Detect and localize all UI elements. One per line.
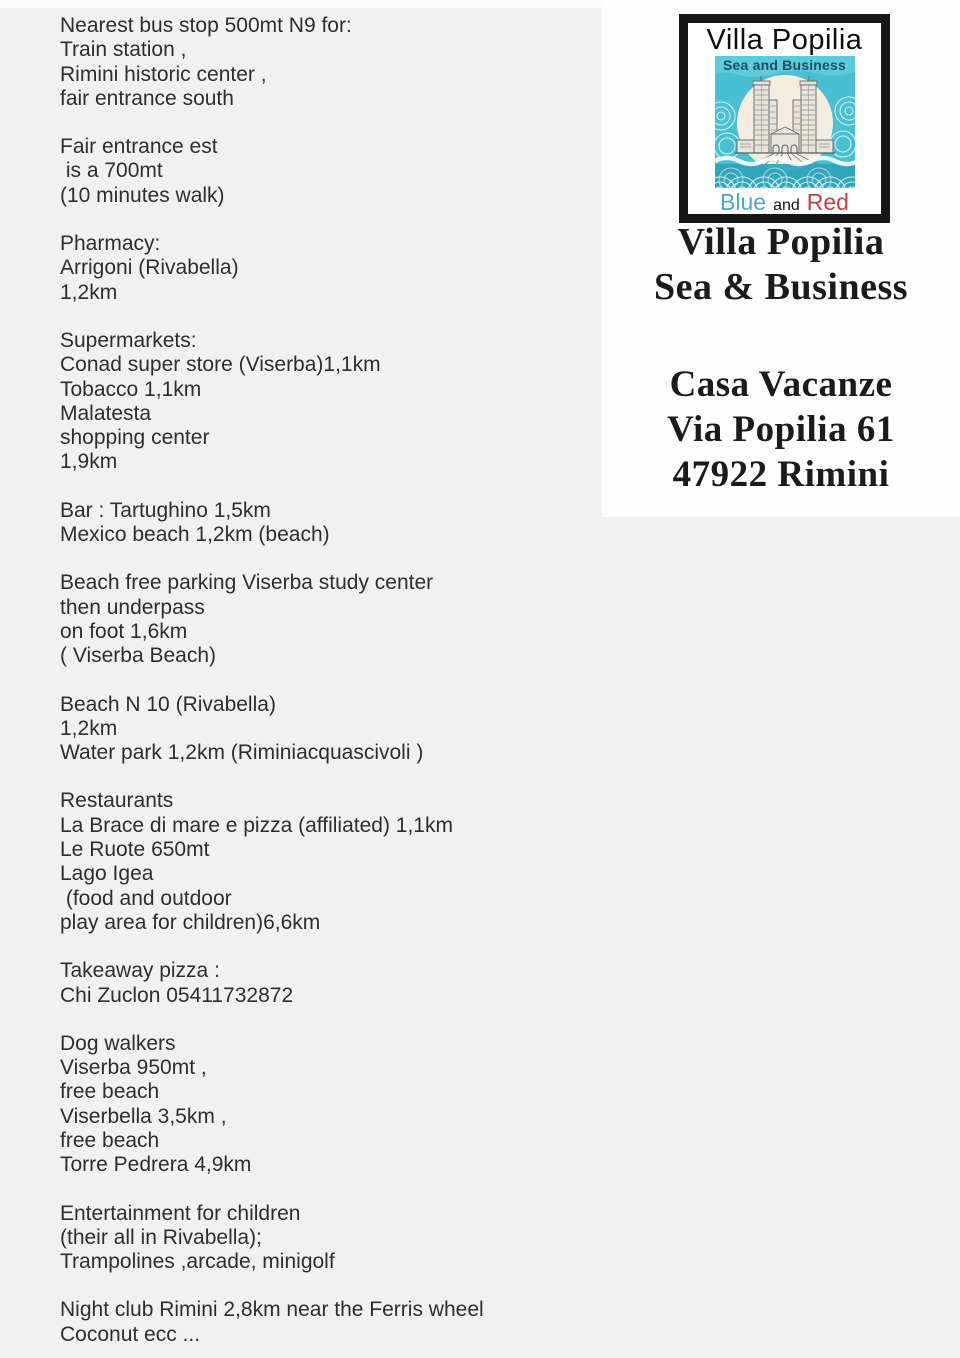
info-block: [60, 571, 484, 668]
info-block: [60, 789, 484, 935]
text-line: free beach: [60, 1080, 160, 1104]
text-line: Supermarkets:: [60, 328, 197, 352]
text-line: 1,2km: [60, 280, 118, 304]
text-line: Bar : Tartughino 1,5km: [60, 498, 271, 522]
text-line: Trampolines ,arcade, minigolf: [60, 1250, 335, 1274]
text-line: Arrigoni (Rivabella): [60, 256, 239, 280]
info-block: [60, 329, 484, 475]
text-line: on foot 1,6km: [60, 619, 188, 643]
text-line: Le Ruote 650mt: [60, 838, 210, 862]
text-line: Beach free parking Viserba study center: [60, 571, 434, 595]
text-line: Beach N 10 (Rivabella): [60, 692, 276, 716]
text-line: (10 minutes walk): [60, 183, 225, 207]
text-line: shopping center: [60, 426, 210, 450]
text-line: ( Viserba Beach): [60, 644, 217, 668]
info-block: [60, 1298, 484, 1347]
info-block: [60, 14, 484, 111]
text-line: Torre Pedrera 4,9km: [60, 1153, 252, 1177]
text-line: Chi Zuclon 05411732872: [60, 983, 294, 1007]
text-line: Malatesta: [60, 401, 152, 425]
property-address: [602, 362, 960, 497]
tagline-word-blue: Blue: [720, 189, 767, 215]
info-block: [60, 959, 484, 1008]
text-line: Tobacco 1,1km: [60, 377, 202, 401]
text-line: Mexico beach 1,2km (beach): [60, 523, 330, 547]
text-line: Coconut ecc ...: [60, 1322, 201, 1346]
logo-subtitle: Sea and Business: [722, 57, 847, 73]
text-line: fair entrance south: [60, 86, 234, 110]
info-block: [60, 499, 484, 548]
text-line: Water park 1,2km (Riminiacquascivoli ): [60, 741, 424, 765]
text-line: Nearest bus stop 500mt N9 for:: [60, 14, 352, 37]
villa-logo: [679, 14, 890, 223]
address-line3: 47922 Rimini: [672, 454, 890, 495]
logo-image: [715, 56, 855, 188]
text-line: Rimini historic center ,: [60, 62, 267, 86]
tagline-word-and: and: [773, 197, 800, 214]
property-name-line2: Sea & Business: [653, 266, 909, 308]
info-block: [60, 1202, 484, 1275]
info-block: [60, 1032, 484, 1178]
text-line: is a 700mt: [60, 159, 163, 183]
tagline-word-red: Red: [806, 189, 849, 215]
address-line1: Casa Vacanze: [669, 364, 893, 405]
text-line: Dog walkers: [60, 1031, 176, 1055]
text-line: Fair entrance est: [60, 135, 218, 159]
text-line: Restaurants: [60, 789, 174, 813]
info-block: [60, 232, 484, 305]
text-line: then underpass: [60, 595, 205, 619]
text-line: 1,2km: [60, 716, 118, 740]
logo-tagline: [688, 190, 881, 218]
text-line: Conad super store (Viserba)1,1km: [60, 353, 381, 377]
text-line: Viserba 950mt ,: [60, 1056, 207, 1080]
text-line: 1,9km: [60, 450, 118, 474]
text-line: play area for children)6,6km: [60, 910, 321, 934]
text-line: Takeaway pizza :: [60, 959, 220, 983]
text-line: (food and outdoor: [60, 886, 232, 910]
logo-title: Villa Popilia: [706, 24, 863, 56]
text-line: Lago Igea: [60, 862, 154, 886]
text-line: Pharmacy:: [60, 232, 161, 256]
info-block: [60, 693, 484, 766]
text-line: Night club Rimini 2,8km near the Ferris wheel: [60, 1298, 484, 1322]
info-block: [60, 135, 484, 208]
text-line: Entertainment for children: [60, 1201, 301, 1225]
property-name-line1: Villa Popilia: [677, 221, 885, 263]
sea-building-illustration: [715, 56, 855, 188]
amenities-list: [60, 14, 484, 1358]
text-line: (their all in Rivabella);: [60, 1225, 262, 1249]
text-line: Viserbella 3,5km ,: [60, 1104, 227, 1128]
text-line: Train station ,: [60, 38, 187, 62]
text-line: free beach: [60, 1128, 160, 1152]
text-line: La Brace di mare e pizza (affiliated) 1,1km: [60, 813, 453, 837]
address-line2: Via Popilia 61: [667, 409, 895, 450]
property-name: [602, 220, 960, 310]
